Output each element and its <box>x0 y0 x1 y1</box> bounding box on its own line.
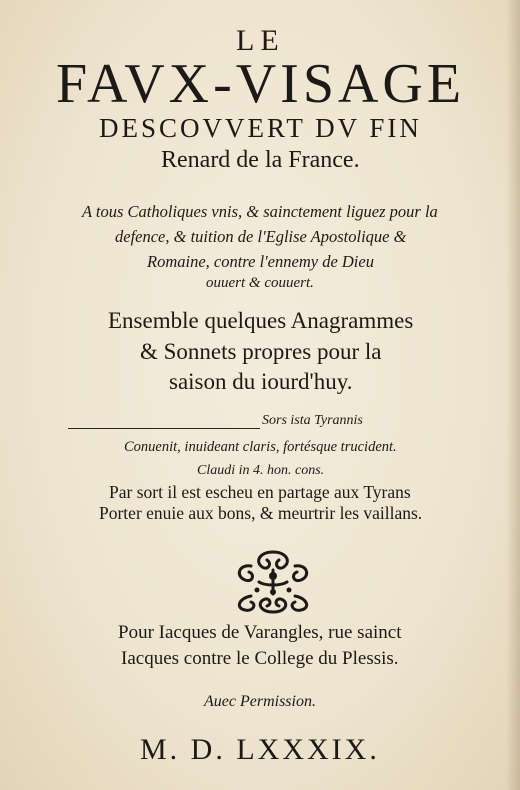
page-edge-shadow <box>506 0 520 790</box>
ensemble-line-3: saison du iourd'huy. <box>169 369 353 394</box>
title-renard: Renard de la France. <box>161 147 360 173</box>
epigraph-french-1: Par sort il est escheu en partage aux Tyrans <box>109 482 411 502</box>
permission-note: Auec Permission. <box>204 693 316 710</box>
title-descouvert: DESCOVVERT DV FIN <box>99 113 422 143</box>
publication-date: M. D. LXXXIX. <box>140 733 380 766</box>
epigraph-french-2: Porter enuie aux bons, & meurtrir les vaillans. <box>99 503 423 523</box>
epigraph-source: Claudi in 4. hon. cons. <box>197 463 325 478</box>
ensemble-line-2: & Sonnets propres pour la <box>140 339 382 364</box>
ensemble-line-1: Ensemble quelques Anagrammes <box>108 308 414 333</box>
address-line-3: Romaine, contre l'ennemy de Dieu <box>147 252 374 271</box>
address-line-1: A tous Catholiques vnis, & sainctement liguez pour la <box>82 202 438 221</box>
epigraph-latin-1: Sors ista Tyrannis <box>262 413 363 428</box>
address-line-4: ouuert & couuert. <box>206 275 314 291</box>
title-main: FAVX-VISAGE <box>56 53 466 115</box>
epigraph-latin-2: Conuenit, inuideant claris, fortésque trucident. <box>124 439 397 455</box>
title-article: LE <box>236 24 285 57</box>
printer-line-1: Pour Iacques de Varangles, rue sainct <box>118 622 402 643</box>
epigraph-rule <box>68 428 260 429</box>
printer-line-2: Iacques contre le College du Plessis. <box>121 648 399 669</box>
fleuron-ornament-icon <box>231 546 315 618</box>
address-line-2: defence, & tuition de l'Eglise Apostolique & <box>115 227 407 246</box>
